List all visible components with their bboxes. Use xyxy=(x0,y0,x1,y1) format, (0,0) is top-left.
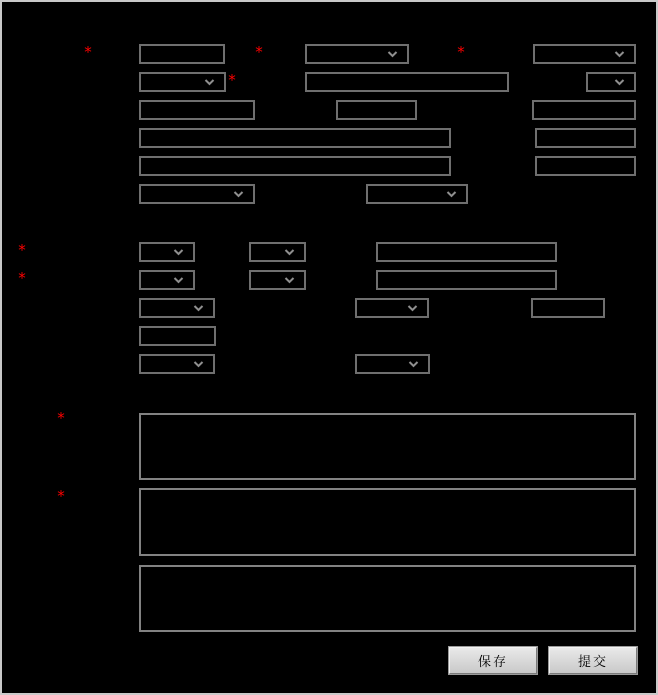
text-input-r7c3[interactable] xyxy=(376,242,557,262)
select-r2c3[interactable] xyxy=(586,72,636,92)
text-input-r8c3[interactable] xyxy=(376,270,557,290)
required-marker: * xyxy=(228,71,236,89)
submit-button[interactable]: 提交 xyxy=(549,647,637,674)
select-r11c2[interactable] xyxy=(355,354,430,374)
chevron-down-icon xyxy=(446,191,457,198)
select-r7c2[interactable] xyxy=(249,242,306,262)
text-input-r5c1[interactable] xyxy=(139,156,451,176)
required-marker: * xyxy=(18,241,26,259)
chevron-down-icon xyxy=(407,305,418,312)
chevron-down-icon xyxy=(408,361,419,368)
chevron-down-icon xyxy=(284,249,295,256)
select-r9c1[interactable] xyxy=(139,298,215,318)
save-button[interactable]: 保存 xyxy=(449,647,537,674)
chevron-down-icon xyxy=(614,79,625,86)
chevron-down-icon xyxy=(387,51,398,58)
select-r7c1[interactable] xyxy=(139,242,195,262)
text-input-r2c2[interactable] xyxy=(305,72,509,92)
text-input-r3c2[interactable] xyxy=(336,100,417,120)
chevron-down-icon xyxy=(173,249,184,256)
textarea-3[interactable] xyxy=(139,565,636,632)
select-r2c1[interactable] xyxy=(139,72,226,92)
required-marker: * xyxy=(57,409,65,427)
text-input-r10c1[interactable] xyxy=(139,326,216,346)
chevron-down-icon xyxy=(614,51,625,58)
text-input-r4c1[interactable] xyxy=(139,128,451,148)
chevron-down-icon xyxy=(233,191,244,198)
select-r6c1[interactable] xyxy=(139,184,255,204)
required-marker: * xyxy=(255,43,263,61)
select-r11c1[interactable] xyxy=(139,354,215,374)
text-input-r9c3[interactable] xyxy=(531,298,605,318)
required-marker: * xyxy=(457,43,465,61)
select-r8c1[interactable] xyxy=(139,270,195,290)
chevron-down-icon xyxy=(204,79,215,86)
text-input-r4c2[interactable] xyxy=(535,128,636,148)
text-input-r5c2[interactable] xyxy=(535,156,636,176)
text-input-r3c3[interactable] xyxy=(532,100,636,120)
chevron-down-icon xyxy=(173,277,184,284)
text-input-r1c1[interactable] xyxy=(139,44,225,64)
text-input-r3c1[interactable] xyxy=(139,100,255,120)
chevron-down-icon xyxy=(193,361,204,368)
select-r1c3[interactable] xyxy=(533,44,636,64)
select-r9c2[interactable] xyxy=(355,298,429,318)
select-r6c2[interactable] xyxy=(366,184,468,204)
chevron-down-icon xyxy=(193,305,204,312)
select-r8c2[interactable] xyxy=(249,270,306,290)
required-marker: * xyxy=(57,487,65,505)
chevron-down-icon xyxy=(284,277,295,284)
required-marker: * xyxy=(84,43,92,61)
textarea-1[interactable] xyxy=(139,413,636,480)
required-marker: * xyxy=(18,269,26,287)
textarea-2[interactable] xyxy=(139,488,636,556)
select-r1c2[interactable] xyxy=(305,44,409,64)
